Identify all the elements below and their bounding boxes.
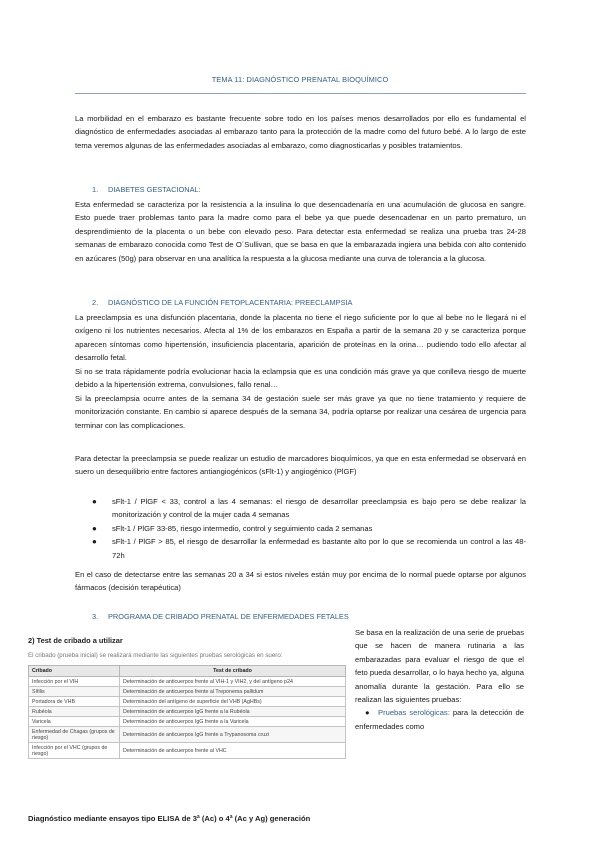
section-2-closing: En el caso de detectarse entre las semanas 20 a 34 si estos niveles están muy por encima de lo normal puede optarse por algunos fármacos (decisión terapéutica) [75, 570, 526, 593]
table-row [29, 697, 346, 707]
table-cell: Infección por el VHC (grupos de riesgo) [29, 743, 120, 759]
screening-table [28, 665, 346, 759]
bullet-dot-icon: ● [92, 497, 97, 506]
table-cell: Portadora de VHB [29, 697, 120, 707]
section-3-title: PROGRAMA DE CRIBADO PRENATAL DE ENFERMEDADES FETALES [108, 612, 349, 621]
list-item: ● sFlt-1 / PlGF 33-85, riesgo intermedio, control y seguimiento cada 2 semanas [75, 522, 526, 535]
table-cell: Infección por el VIH [29, 677, 120, 687]
section-1-title: DIABETES GESTACIONAL: [108, 185, 201, 194]
bullet-dot-icon: ● [365, 708, 370, 718]
screening-figure [28, 632, 348, 822]
table-cell: Determinación de anticuerpos IgG frente a la Varicela [120, 717, 346, 727]
section-1-paragraph: Esta enfermedad se caracteriza por la resistencia a la insulina lo que desencadenaría en una acumulación de glucosa en sangre. Esto puede traer problemas tanto para la madre como para el bebe ya que puede desencadenar en un parto prematuro, un desprendimiento de la placenta o un bebe con elevado peso. Para detectar esta enfermedad se realiza una prueba tras 24-28 semanas de embarazo conocida como Test de O´Sullivan, que se basa en que la embarazada ingiera una bebida con alto contenido en azúcares (50g) para observar en una analítica la respuesta a la glucosa mediante una curva de tolerancia a la glucosa. [75, 200, 526, 263]
intro-paragraph: La morbilidad en el embarazo es bastante frecuente sobre todo en los países menos desarrollados por ello es fundamental el diagnóstico de enfermedades asociadas al embarazo tanto para la protección de la madre como del futuro bebé. A lo largo de este tema veremos algunas de las enfermedades asociadas al embarazo, como diagnosticarlas y posibles tratamientos. [75, 114, 526, 150]
list-item: ● sFlt-1 / PlGF < 33, control a las 4 semanas: el riesgo de desarrollar preeclampsia es bajo pero se debe realizar la monitorización y control de la mujer cada 4 semanas [92, 497, 526, 520]
section-3-heading [92, 612, 522, 621]
table-cell: Rubéola [29, 707, 120, 717]
figure-caption: Diagnóstico mediante ensayos tipo ELISA de 3ª (Ac) o 4ª (Ac y Ag) generación [28, 814, 311, 823]
table-cell: Determinación de anticuerpos frente al VHC [120, 743, 346, 759]
title-divider [75, 93, 526, 94]
table-row [29, 717, 346, 727]
section-2-paragraph-3: Si la preeclampsia ocurre antes de la semana 34 de gestación suele ser más grave ya que no tiene tratamiento y requiere de monitorización constante. En cambio si aparece después de la semana 34, podría optarse por realizar una cesárea de urgencia para terminar con las complicaciones. [75, 394, 526, 430]
table-header-row [29, 666, 346, 677]
section-1-number: 1. [92, 185, 99, 194]
section-1-heading [92, 185, 522, 194]
section-2-heading [92, 298, 522, 307]
table-header-cribado: Cribado [29, 666, 120, 677]
table-row [29, 687, 346, 697]
table-cell: Varicela [29, 717, 120, 727]
table-row [29, 707, 346, 717]
table-row [29, 677, 346, 687]
section-2-paragraph-1: La preeclampsia es una disfunción placentaria, donde la placenta no tiene el riego suficiente por lo que al bebe no le llegará ni el oxígeno ni los nutrientes necesarios. Afecta al 1% de los embarazos en España a partir de la semana 20 y se caracteriza porque aparecen síntomas como hipertensión, insuficiencia placentaria, aparición de proteínas en la orina… pudiendo todo ello afectar al desarrollo fetal. [75, 313, 526, 363]
table-cell: Determinación del antígeno de superficie del VHB (AgHBs) [120, 697, 346, 707]
table-cell: Determinación de anticuerpos IgG frente a Trypanosoma cruzi [120, 727, 346, 743]
bullet-dot-icon: ● [92, 523, 97, 533]
bullet-dot-icon: ● [92, 537, 97, 547]
section-3-number: 3. [92, 612, 99, 621]
serology-bullet-text: para la detección de enfermedades como [355, 708, 524, 731]
figure-intro: El cribado (prueba inicial) se realizará mediante las siguientes pruebas serológicas en suero: [28, 652, 283, 659]
serology-bullet-lead: Pruebas serológicas: [378, 708, 450, 718]
table-cell: Sífilis [29, 687, 120, 697]
table-header-test: Test de cribado [120, 666, 346, 677]
table-cell: Determinación de anticuerpos frente al VIH-1 y VIH2, y del antígeno p24 [120, 677, 346, 687]
section-2-title: DIAGNÓSTICO DE LA FUNCIÓN FETOPLACENTARIA: PREECLAMPSIA [108, 298, 353, 307]
section-3-side-text [355, 626, 524, 733]
section-2-paragraph-2: Si no se trata rápidamente podría evolucionar hacia la eclampsia que es una condición más grave ya que conlleva riesgo de muerte debido a la hipertensión extrema, convulsiones, fallo renal… [75, 367, 526, 390]
table-row [29, 727, 346, 743]
table-cell: Determinación de anticuerpos IgG frente a la Rubéola [120, 707, 346, 717]
section-2-paragraph-4: Para detectar la preeclampsia se puede realizar un estudio de marcadores bioquímicos, ya que en esta enfermedad se observará en suero un desequilibrio entre factores antiangiogénicos (sFlt-1) y angiogénico (PlGF) [75, 454, 526, 477]
list-item: ● sFlt-1 / PlGF > 85, el riesgo de desarrollar la enfermedad es bastante alto por lo que se recomienda un control a las 48-72h [92, 537, 526, 560]
page-title: TEMA 11: DIAGNÓSTICO PRENATAL BIOQUÍMICO [211, 75, 389, 84]
table-cell: Determinación de anticuerpos frente al Treponema pallidum [120, 687, 346, 697]
table-row [29, 743, 346, 759]
ratio-bullet-list [75, 495, 526, 562]
figure-title: 2) Test de cribado a utilizar [28, 636, 123, 645]
section-2-number: 2. [92, 298, 99, 307]
section-3-paragraph: Se basa en la realización de una serie de pruebas que se hacen de manera rutinaria a las embarazadas para evaluar el riesgo de que el feto pueda desarrollar, o lo haya hecho ya, alguna anomalía durante la gestación. Para ello se realizan las siguientes pruebas: [355, 628, 524, 705]
table-cell: Enfermedad de Chagas (grupos de riesgo) [29, 727, 120, 743]
